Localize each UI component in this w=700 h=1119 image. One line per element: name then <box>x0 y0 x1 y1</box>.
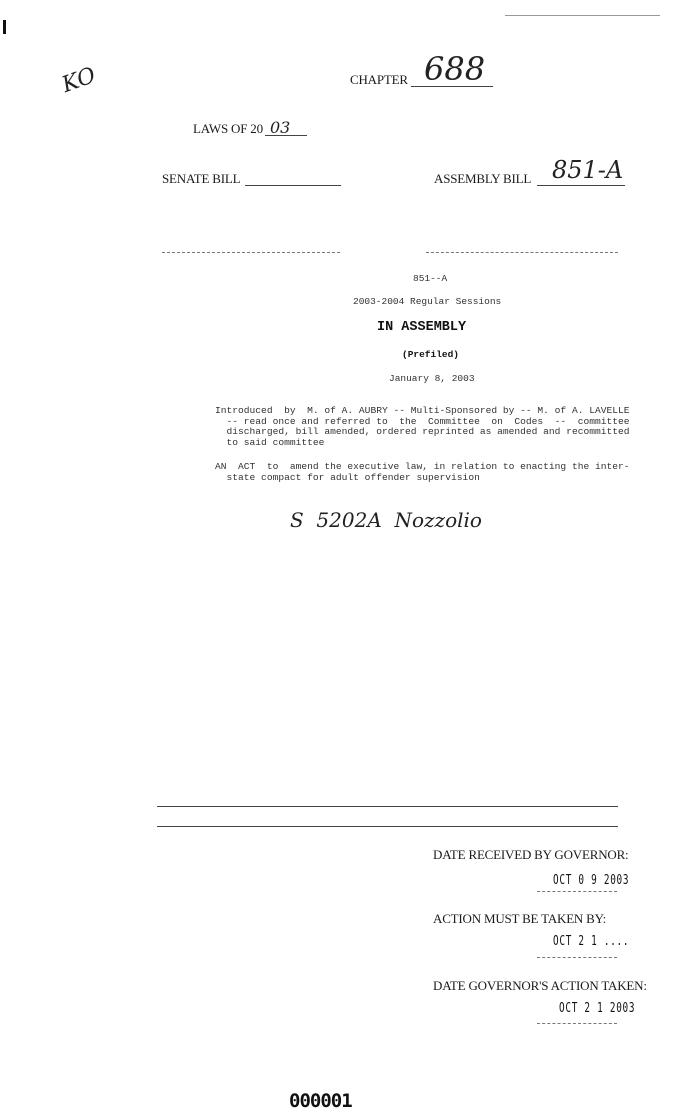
handwritten-note: S 5202A Nozzolio <box>290 508 482 532</box>
chapter-underline <box>411 86 493 87</box>
act-paragraph <box>215 462 630 483</box>
action-by-label: ACTION MUST BE TAKEN BY: <box>433 911 607 926</box>
chapter-number: 688 <box>424 50 486 88</box>
senate-label: SENATE BILL <box>162 171 241 186</box>
separator-right <box>426 252 618 253</box>
assembly-label: ASSEMBLY BILL <box>434 171 532 186</box>
assembly-underline <box>537 185 625 186</box>
bill-session: 2003-2004 Regular Sessions <box>353 296 502 307</box>
bill-number: 851--A <box>413 273 448 284</box>
action-taken-underline <box>537 1023 617 1024</box>
introduced-paragraph <box>215 406 630 448</box>
introduced-line: to said committee <box>215 436 325 448</box>
introduced-line: discharged, bill amended, ordered reprinted as amended and recommitted <box>215 426 630 437</box>
received-underline <box>537 891 617 892</box>
action-by-underline <box>537 957 617 958</box>
assembly-number: 851-A <box>552 156 624 184</box>
top-rule <box>505 15 660 16</box>
received-date: OCT 0 9 2003 <box>553 873 630 888</box>
action-by-date: OCT 2 1 .... <box>553 934 630 949</box>
introduced-line: -- read once and referred to the Committee on Codes -- committee <box>215 415 630 427</box>
laws-label: LAWS OF 20 <box>193 121 263 136</box>
bill-date: January 8, 2003 <box>389 373 475 384</box>
bill-house: IN ASSEMBLY <box>377 320 467 335</box>
introduced-line: Introduced by M. of A. AUBRY -- Multi-Sponsored by -- M. of A. LAVELLE <box>215 405 630 416</box>
page-number: 000001 <box>289 1090 352 1112</box>
margin-mark: KO <box>58 62 100 99</box>
chapter-label: CHAPTER <box>350 72 408 87</box>
action-taken-label: DATE GOVERNOR'S ACTION TAKEN: <box>433 978 647 993</box>
lower-rule-2 <box>157 826 618 827</box>
received-label: DATE RECEIVED BY GOVERNOR: <box>433 847 629 862</box>
act-line: AN ACT to amend the executive law, in relation to enacting the inter- <box>215 461 630 472</box>
bill-prefiled: (Prefiled) <box>402 349 460 360</box>
action-taken-date: OCT 2 1 2003 <box>559 1001 636 1016</box>
separator-left <box>162 252 340 253</box>
margin-tick <box>3 20 6 34</box>
act-line: state compact for adult offender supervision <box>215 471 480 483</box>
laws-year: 03 <box>270 118 291 137</box>
laws-underline <box>265 135 307 136</box>
senate-underline <box>245 185 341 186</box>
lower-rule-1 <box>157 806 618 807</box>
